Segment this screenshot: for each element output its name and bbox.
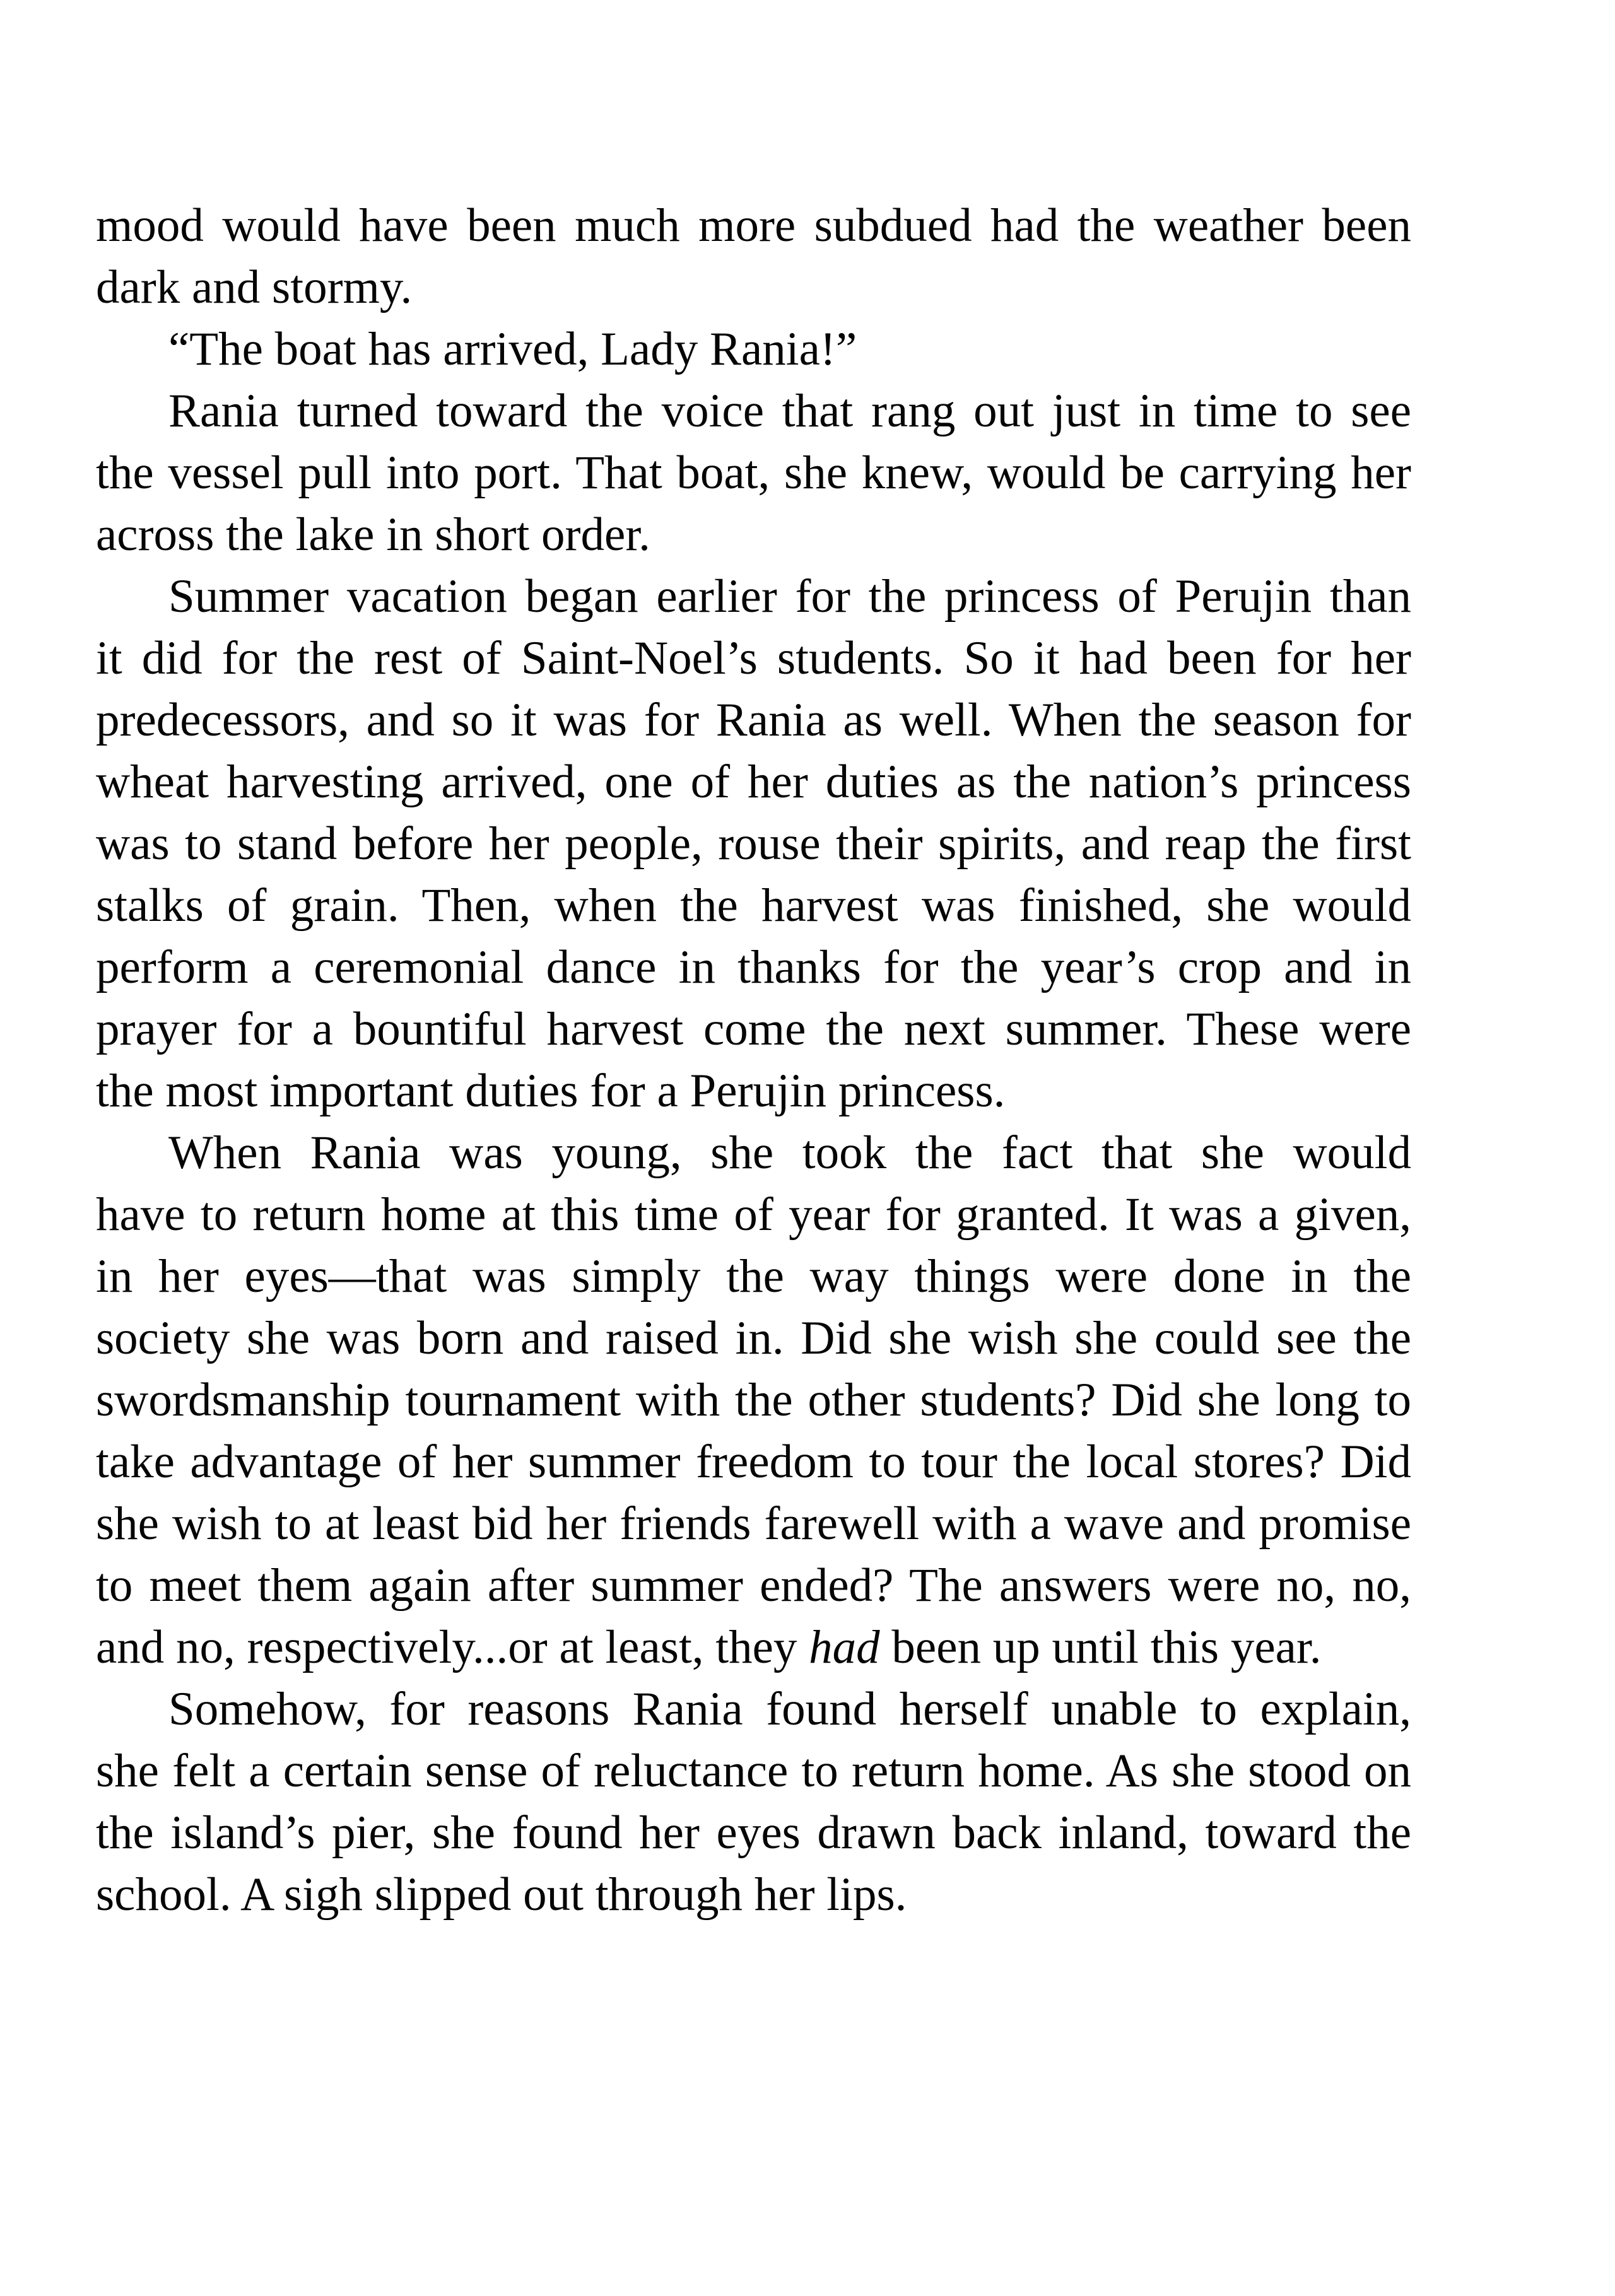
text-line: Somehow, for reasons Rania found herself unable to explain, — [168, 1683, 1411, 1735]
text-line: the vessel pull into port. That boat, she knew, would be carrying her — [96, 447, 1411, 499]
text-line: “The boat has arrived, Lady Rania!” — [168, 323, 857, 375]
paragraph-somehow — [96, 1678, 1411, 1926]
text-line: in her eyes—that was simply the way things were done in the — [96, 1250, 1411, 1303]
text-line: predecessors, and so it was for Rania as well. When the season for — [96, 694, 1411, 746]
text-line: society she was born and raised in. Did she wish she could see the — [96, 1312, 1411, 1364]
text-line: stalks of grain. Then, when the harvest was finished, she would — [96, 879, 1411, 932]
text-line: prayer for a bountiful harvest come the next summer. These were — [96, 1003, 1411, 1055]
text-line: swordsmanship tournament with the other students? Did she long to — [96, 1374, 1411, 1426]
paragraph-rania-turned — [96, 380, 1411, 566]
text-line: was to stand before her people, rouse their spirits, and reap the first — [96, 817, 1411, 870]
text-segment: been up until this year. — [879, 1621, 1322, 1673]
text-line: it did for the rest of Saint-Noel’s students. So it had been for her — [96, 632, 1411, 684]
paragraph-when-rania-was-young — [96, 1122, 1411, 1678]
text-line: school. A sigh slipped out through her lips. — [96, 1868, 907, 1921]
text-line: Summer vacation began earlier for the princess of Perujin than — [168, 570, 1411, 623]
paragraph-continuation — [96, 195, 1411, 319]
text-line: to meet them again after summer ended? The answers were no, no, — [96, 1559, 1411, 1612]
text-line: dark and stormy. — [96, 261, 413, 313]
text-line: across the lake in short order. — [96, 508, 650, 561]
text-line: mood would have been much more subdued had the weather been — [96, 199, 1411, 252]
text-segment-italic: had — [809, 1621, 880, 1673]
text-line: the most important duties for a Perujin princess. — [96, 1065, 1006, 1117]
text-line: take advantage of her summer freedom to tour the local stores? Did — [96, 1436, 1411, 1488]
page-text-block — [96, 195, 1411, 1926]
text-line: the island’s pier, she found her eyes drawn back inland, toward the — [96, 1807, 1411, 1859]
text-segment: and no, respectively...or at least, they — [96, 1621, 809, 1673]
text-line: wheat harvesting arrived, one of her duties as the nation’s princess — [96, 756, 1411, 808]
paragraph-summer-vacation — [96, 566, 1411, 1122]
text-line: perform a ceremonial dance in thanks for the year’s crop and in — [96, 941, 1411, 993]
text-line: she felt a certain sense of reluctance to return home. As she stood on — [96, 1745, 1411, 1797]
text-line: Rania turned toward the voice that rang out just in time to see — [168, 385, 1411, 437]
text-line — [96, 1617, 1411, 1678]
text-line: have to return home at this time of year for granted. It was a given, — [96, 1188, 1411, 1241]
text-line: When Rania was young, she took the fact that she would — [168, 1127, 1411, 1179]
paragraph-dialogue — [96, 319, 1411, 380]
text-line: she wish to at least bid her friends farewell with a wave and promise — [96, 1497, 1411, 1550]
